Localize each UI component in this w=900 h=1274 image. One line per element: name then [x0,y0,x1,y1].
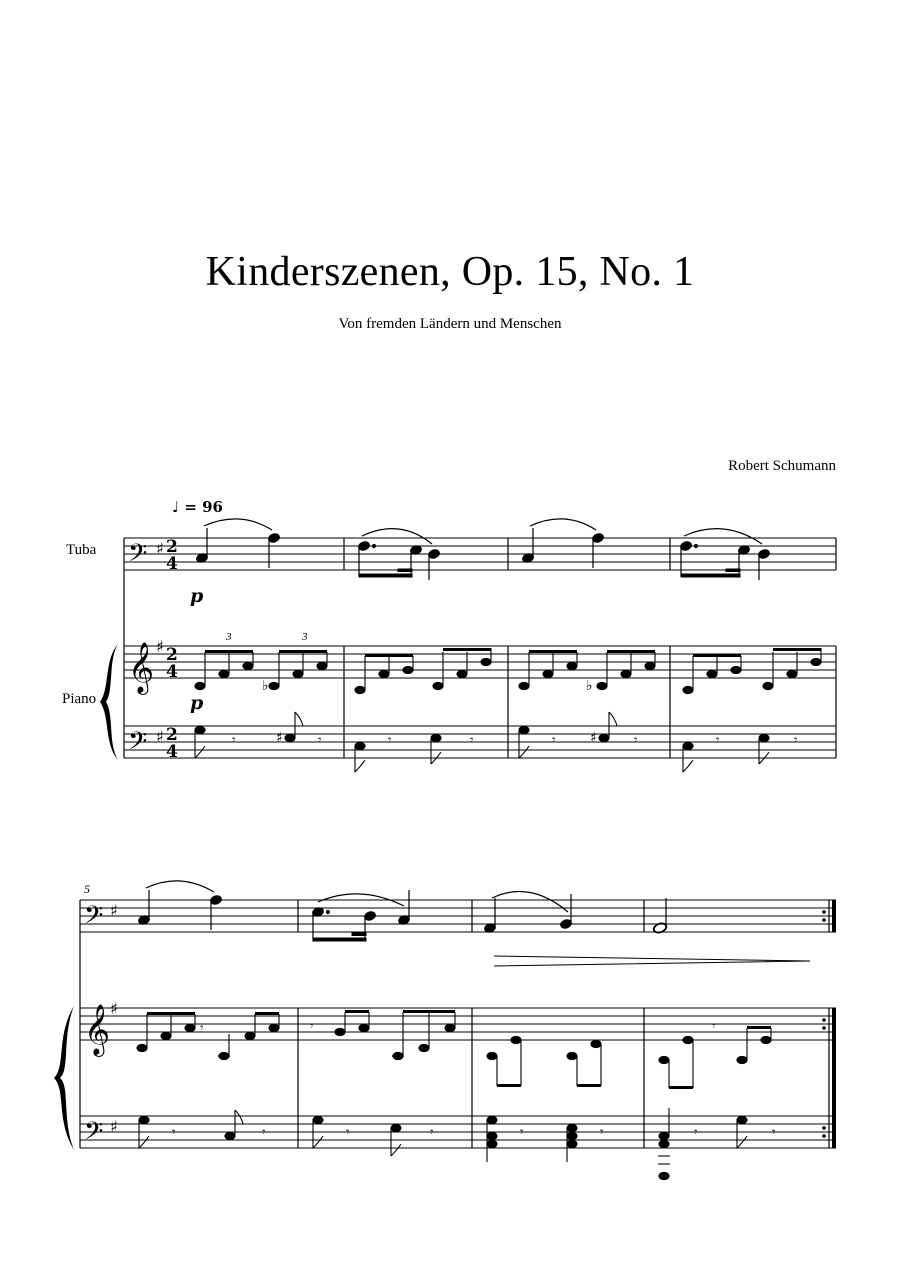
composer: Robert Schumann [728,458,836,474]
eighth-rest-icon: 𝄾 [634,733,638,748]
score-title: Kinderszenen, Op. 15, No. 1 [205,249,695,295]
quarter-note-icon: ♩ [172,498,180,516]
key-signature-sharp: ♯ [110,999,118,1018]
key-signature-sharp: ♯ [110,901,118,920]
dynamic-piano: p [190,692,204,714]
eighth-rest-icon: 𝄾 [794,733,798,748]
piano-brace-system-2 [54,1006,74,1150]
treble-clef-icon: 𝄞 [128,642,155,693]
eighth-rest-icon: 𝄾 [262,1125,266,1140]
eighth-rest-icon: 𝄾 [772,1125,776,1140]
bass-clef-icon: 𝄢 [84,1117,104,1152]
key-signature-sharp: ♯ [156,539,164,558]
time-signature [166,537,178,762]
eighth-rest-icon: 𝄾 [232,733,236,748]
svg-text:2: 2 [166,537,178,557]
key-signature-sharp: ♯ [156,637,164,656]
key-signature-sharp: ♯ [110,1117,118,1136]
instrument-label-tuba: Tuba [66,542,97,558]
score-subtitle: Von fremden Ländern und Menschen [338,316,562,332]
key-signature-sharp: ♯ [156,727,164,746]
decrescendo-hairpin [494,956,810,966]
bass-clef-icon: 𝄢 [128,727,148,762]
piano-treble-notes-system-2 [137,1010,771,1089]
eighth-rest-icon: 𝄾 [172,1125,176,1140]
eighth-rest-icon: 𝄾 [388,733,392,748]
sharp-icon: ♯ [590,730,597,746]
flat-icon: ♭ [262,678,269,694]
svg-text:2: 2 [166,725,178,745]
staff-piano-bass-system-1 [124,726,836,758]
eighth-rest-icon: 𝄾 [310,1019,314,1034]
svg-text:2: 2 [166,645,178,665]
piano-bass-notes-system-2 [139,1108,776,1180]
flat-icon: ♭ [586,678,593,694]
sharp-icon: ♯ [276,730,283,746]
eighth-rest-icon: 𝄾 [694,1125,698,1140]
piano-brace-system-1 [100,644,118,760]
eighth-rest-icon: 𝄾 [600,1125,604,1140]
bass-clef-icon: 𝄢 [128,539,148,574]
tuba-notes-system-1 [195,519,770,580]
eighth-rest-icon: 𝄾 [712,1019,716,1034]
svg-text:4: 4 [166,662,178,682]
eighth-rest-icon: 𝄾 [430,1125,434,1140]
instrument-label-piano: Piano [62,691,97,707]
staff-tuba-system-2 [80,900,836,932]
eighth-rest-icon: 𝄾 [716,733,720,748]
eighth-rest-icon: 𝄾 [318,733,322,748]
tuplet-label: 3 [302,631,308,643]
dynamic-tuba: p [190,585,204,607]
svg-text:4: 4 [166,742,178,762]
eighth-rest-icon: 𝄾 [552,733,556,748]
eighth-rest-icon: 𝄾 [200,1021,204,1036]
tuplet-label: 3 [226,631,232,643]
treble-clef-icon: 𝄞 [84,1004,111,1055]
staff-tuba-system-1 [124,538,836,570]
tempo-value: = 96 [184,498,223,516]
bass-clef-icon: 𝄢 [84,901,104,936]
staff-piano-bass-system-2 [80,1116,836,1148]
measure-number: 5 [84,882,90,896]
eighth-rest-icon: 𝄾 [470,733,474,748]
eighth-rest-icon: 𝄾 [520,1125,524,1140]
svg-text:4: 4 [166,554,178,574]
eighth-rest-icon: 𝄾 [346,1125,350,1140]
